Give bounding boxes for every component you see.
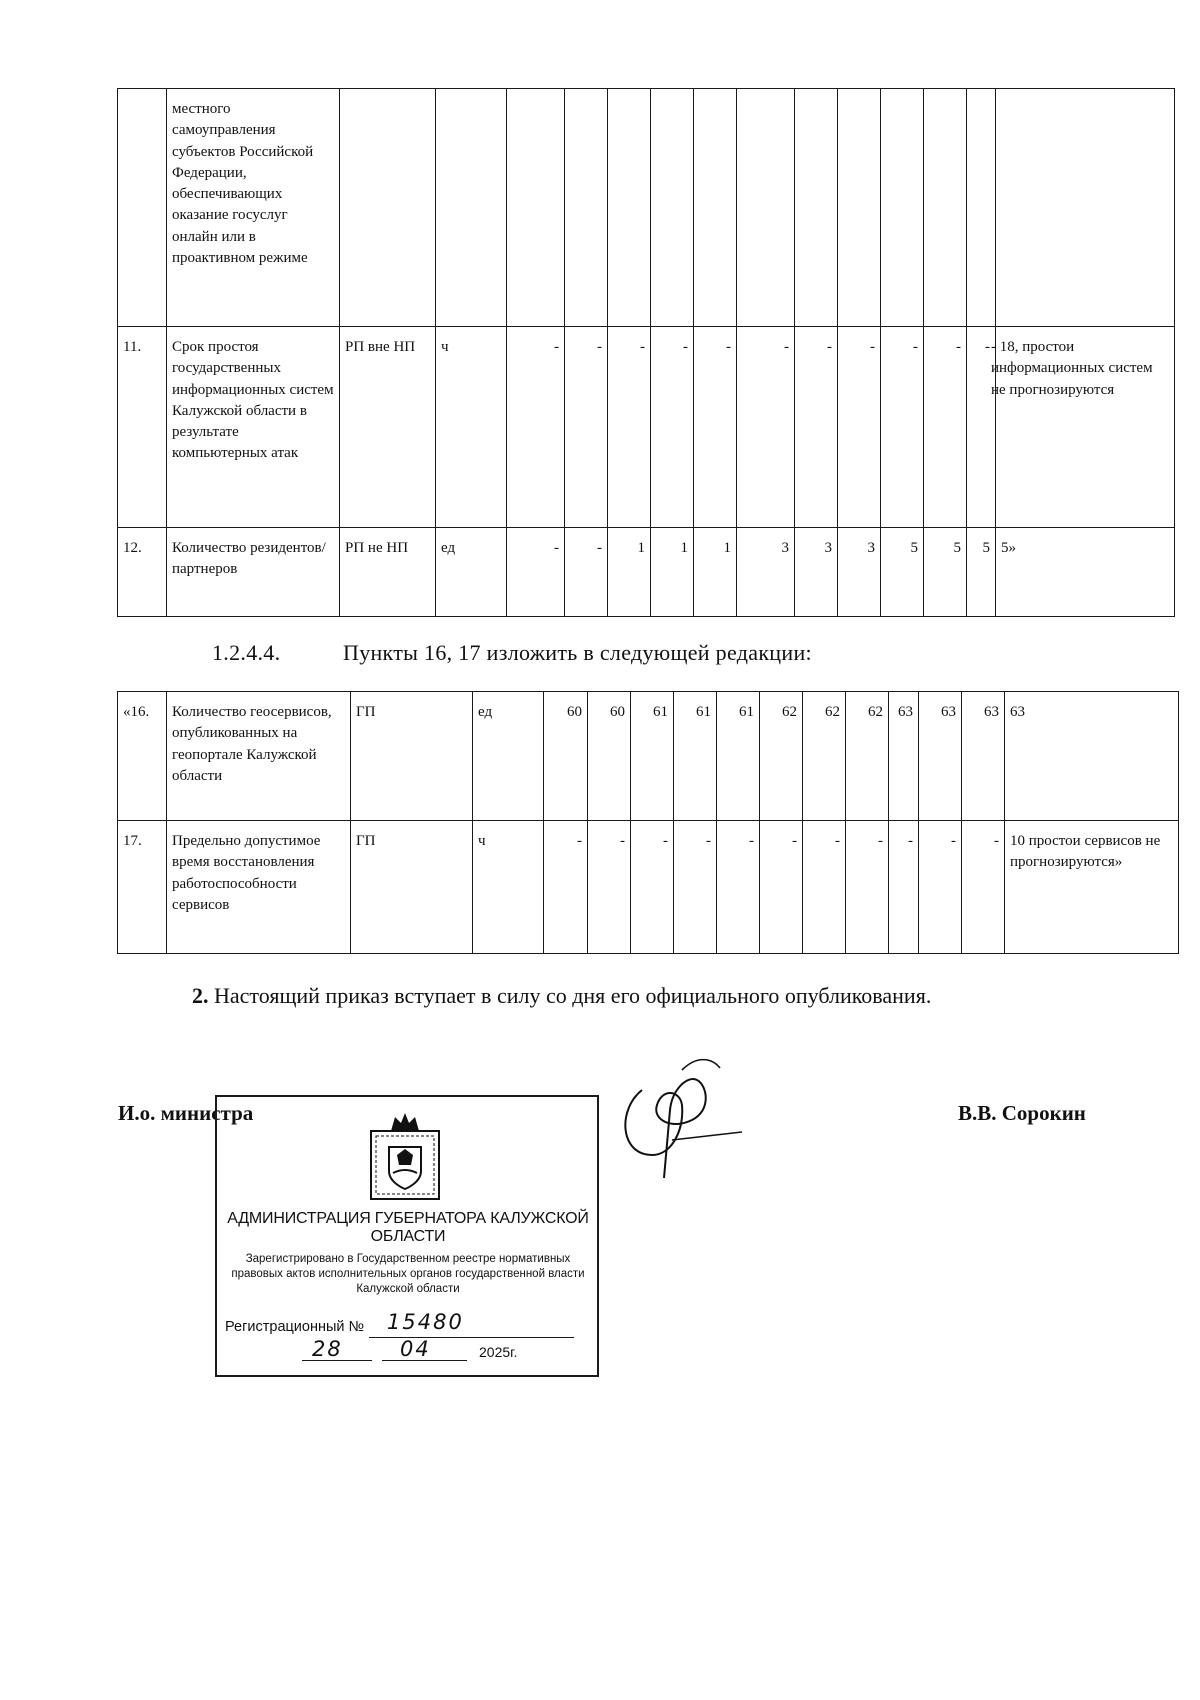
value-cell: 3 [737, 528, 795, 617]
value-cell: 1 [608, 528, 651, 617]
indicator-type-cell: ГП [351, 821, 473, 954]
value-cell: - [991, 339, 996, 355]
value-cell: - [608, 327, 651, 528]
value-cell: 63 [919, 692, 962, 821]
year-suffix: г. [510, 1344, 518, 1360]
value-cell: 5 [967, 528, 996, 617]
stamp-line: Зарегистрировано в Государственном реестре нормативных [245, 1253, 571, 1265]
value-cell: 61 [631, 692, 674, 821]
value-cell: 62 [760, 692, 803, 821]
unit-cell: ч [436, 327, 507, 528]
coat-of-arms-icon [367, 1109, 443, 1203]
value-cell: - [962, 821, 1005, 954]
value-cell: - [507, 327, 565, 528]
indicator-name-cell: Предельно допустимое время восстановления работоспособности сервисов [167, 821, 351, 954]
value-cell: - [507, 528, 565, 617]
value-cell: - [919, 821, 962, 954]
section-number: 1.2.4.4. [212, 640, 281, 665]
value-cell: 1 [651, 528, 694, 617]
registration-stamp [215, 1095, 599, 1377]
value-cell: 3 [838, 528, 881, 617]
signer-name: В.В. Сорокин [958, 1101, 1086, 1125]
value-cell: - [651, 327, 694, 528]
paragraph-number: 2. [192, 983, 209, 1008]
value-cell: 61 [717, 692, 760, 821]
value-cell: 63 [962, 692, 1005, 821]
date-day-handwritten: 28 [312, 1337, 343, 1361]
value-cell: 63 [889, 692, 919, 821]
date-month-underline [382, 1360, 467, 1361]
value-cell: - [674, 821, 717, 954]
row-number-cell: 12. [118, 528, 167, 617]
value-cell: - [717, 821, 760, 954]
table-row-17 [118, 821, 1179, 954]
stamp-line: Калужской области [356, 1282, 460, 1295]
signer-position: И.о. министра [118, 1101, 254, 1125]
indicator-name-cell: Количество геосервисов, опубликованных на геопортале Калужской области [167, 692, 351, 821]
handwritten-signature [612, 1050, 752, 1180]
value-cell: 3 [795, 528, 838, 617]
row-number-cell: 17. [118, 821, 167, 954]
indicator-name-cell: местного самоуправления субъектов Российской Федерации, обеспечивающих оказание госуслуг онлайн или в проактивном режиме [167, 89, 340, 327]
year-value: 2025 [479, 1344, 511, 1360]
stamp-registration-text [223, 1252, 593, 1297]
indicator-name-cell: Количество резидентов/ партнеров [167, 528, 340, 617]
value-cell: - [565, 528, 608, 617]
value-cell: 62 [846, 692, 889, 821]
paragraph-text: Настоящий приказ вступает в силу со дня его официального опубликования. [214, 983, 932, 1008]
date-month-handwritten: 04 [400, 1337, 431, 1361]
section-heading [212, 640, 812, 666]
value-cell: - [803, 821, 846, 954]
value-cell: - [760, 821, 803, 954]
value-cell: - [544, 821, 588, 954]
value-cell: - [565, 327, 608, 528]
value-cell: 62 [803, 692, 846, 821]
value-cell: 60 [544, 692, 588, 821]
value-cell: - [631, 821, 674, 954]
unit-cell: ед [436, 528, 507, 617]
row-number-cell: 11. [118, 327, 167, 528]
comment-cell: 10 простои сервисов не прогнозируются» [1005, 821, 1179, 954]
value-cell: - [881, 327, 924, 528]
value-cell: 63 [1005, 692, 1179, 821]
value-cell: 61 [674, 692, 717, 821]
indicators-table-bottom [117, 691, 1179, 954]
value-cell: 5 [924, 528, 967, 617]
value-cell: - [588, 821, 631, 954]
reg-number-handwritten: 15480 [387, 1310, 464, 1334]
indicator-type-cell: ГП [351, 692, 473, 821]
indicator-type-cell: РП вне НП [340, 327, 436, 528]
stamp-line: правовых актов исполнительных органов государственной власти [231, 1267, 585, 1280]
closing-paragraph [192, 983, 931, 1009]
value-cell: - [846, 821, 889, 954]
value-cell: 60 [588, 692, 631, 821]
section-text: Пункты 16, 17 изложить в следующей редакции: [343, 640, 812, 665]
indicator-name-cell: Срок простоя государственных информационных систем Калужской области в результате компьютерных атак [167, 327, 340, 528]
row-number-cell [118, 89, 167, 327]
unit-cell: ч [473, 821, 544, 954]
indicators-table-top [117, 88, 1175, 617]
table-row-12 [118, 528, 1175, 617]
comment-text: 18, простои информационных систем не прогнозируются [991, 339, 1153, 398]
value-cell: - [924, 327, 967, 528]
table-row-11 [118, 327, 1175, 528]
value-cell: - [737, 327, 795, 528]
row-number-cell: «16. [118, 692, 167, 821]
unit-cell: ед [473, 692, 544, 821]
date-day-underline [302, 1360, 372, 1361]
value-cell: - [967, 327, 996, 528]
date-year [479, 1344, 517, 1360]
value-cell: 5» [996, 528, 1175, 617]
value-cell: - [838, 327, 881, 528]
comment-cell [991, 327, 1175, 528]
value-cell: - [694, 327, 737, 528]
stamp-organization: АДМИНИСТРАЦИЯ ГУБЕРНАТОРА КАЛУЖСКОЙ ОБЛАСТИ [227, 1210, 589, 1245]
value-cell: 5 [881, 528, 924, 617]
table-row [118, 89, 1175, 327]
value-cell: 1 [694, 528, 737, 617]
stamp-reg-label: Регистрационный № [225, 1319, 365, 1335]
value-cell: - [795, 327, 838, 528]
indicator-type-cell: РП не НП [340, 528, 436, 617]
table-row-16 [118, 692, 1179, 821]
value-cell: - [889, 821, 919, 954]
